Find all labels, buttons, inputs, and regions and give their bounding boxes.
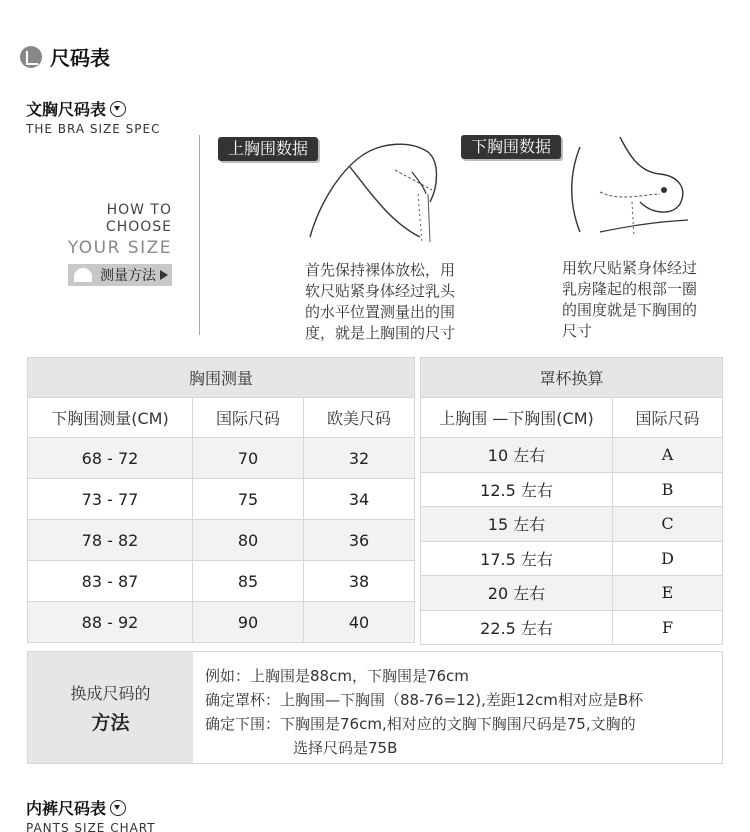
howto-line3: YOUR SIZE (67, 238, 172, 258)
how-to-choose (40, 202, 172, 286)
table-row: 10 左右 A (421, 438, 723, 473)
column-header: 国际尺码 (613, 398, 723, 438)
lower-bust-description: 用软尺贴紧身体经过 乳房隆起的根部一圈 的围度就是下胸围的 尺寸 (562, 259, 698, 340)
pants-section-heading (26, 796, 156, 832)
pants-section-subtitle: PANTS SIZE CHART (26, 821, 156, 832)
chevron-down-icon[interactable] (110, 800, 126, 816)
table-row: 88 - 92 90 40 (28, 602, 415, 643)
column-header: 国际尺码 (193, 398, 304, 438)
explain-heading-line2: 方法 (91, 711, 130, 734)
table-row: 68 - 72 70 32 (28, 438, 415, 479)
upper-bust-description: 首先保持裸体放松，用 软尺贴紧身体经过乳头 的水平位置测量出的围 度，就是上胸围的尺寸 (305, 261, 456, 342)
measure-method-label: 测量方法 (100, 268, 156, 284)
table-row: 20 左右 E (421, 576, 723, 611)
bra-section-heading (26, 97, 160, 136)
divider (199, 135, 200, 335)
table-row: 17.5 左右 D (421, 541, 723, 576)
example-line: 例如：上胸围是88cm，下胸围是76cm (205, 667, 469, 685)
lower-bust-illustration (560, 132, 700, 242)
lower-bust-badge: 下胸围数据 (461, 135, 561, 159)
band-step-label: 确定下围： (205, 715, 281, 733)
bust-measure-table (27, 357, 415, 643)
bust-measure-table-title: 胸围测量 (28, 358, 415, 398)
column-header: 上胸围 —下胸围(CM) (421, 398, 613, 438)
table-row: 78 - 82 80 36 (28, 520, 415, 561)
bra-section-subtitle: THE BRA SIZE SPEC (26, 122, 161, 136)
page-title: 尺码表 (50, 46, 110, 70)
table-row: 15 左右 C (421, 507, 723, 542)
cup-step-text: 上胸围—下胸围（88-76=12),差距12cm相对应是B杯 (280, 691, 644, 709)
band-step-text: 下胸围是76cm,相对应的文胸下胸围尺码是75,文胸的 (280, 715, 636, 733)
pants-section-title: 内裤尺码表 (26, 799, 107, 818)
play-arrow-icon (160, 270, 168, 280)
cup-table-title: 罩杯换算 (421, 358, 723, 398)
page-header (20, 42, 110, 71)
table-row: 73 - 77 75 34 (28, 479, 415, 520)
size-conversion-explanation (27, 651, 723, 764)
ruler-badge-icon (20, 46, 42, 68)
howto-line1: HOW TO (106, 202, 172, 218)
howto-line2: CHOOSE (105, 219, 172, 235)
table-row: 12.5 左右 B (421, 472, 723, 507)
upper-bust-illustration (300, 132, 450, 242)
upper-bust-badge: 上胸围数据 (218, 137, 318, 161)
band-step-text-cont: 选择尺码是75B (293, 739, 398, 757)
bra-section-title: 文胸尺码表 (26, 100, 107, 119)
table-row: 22.5 左右 F (421, 610, 723, 645)
table-row: 83 - 87 85 38 (28, 561, 415, 602)
measure-method-button[interactable] (68, 264, 172, 286)
column-header: 欧美尺码 (304, 398, 415, 438)
tape-measure-icon (74, 268, 92, 282)
chevron-down-icon[interactable] (110, 101, 126, 117)
explain-heading-line1: 换成尺码的 (70, 683, 151, 703)
cup-conversion-table (420, 357, 723, 645)
column-header: 下胸围测量(CM) (28, 398, 193, 438)
cup-step-label: 确定罩杯： (205, 691, 281, 709)
